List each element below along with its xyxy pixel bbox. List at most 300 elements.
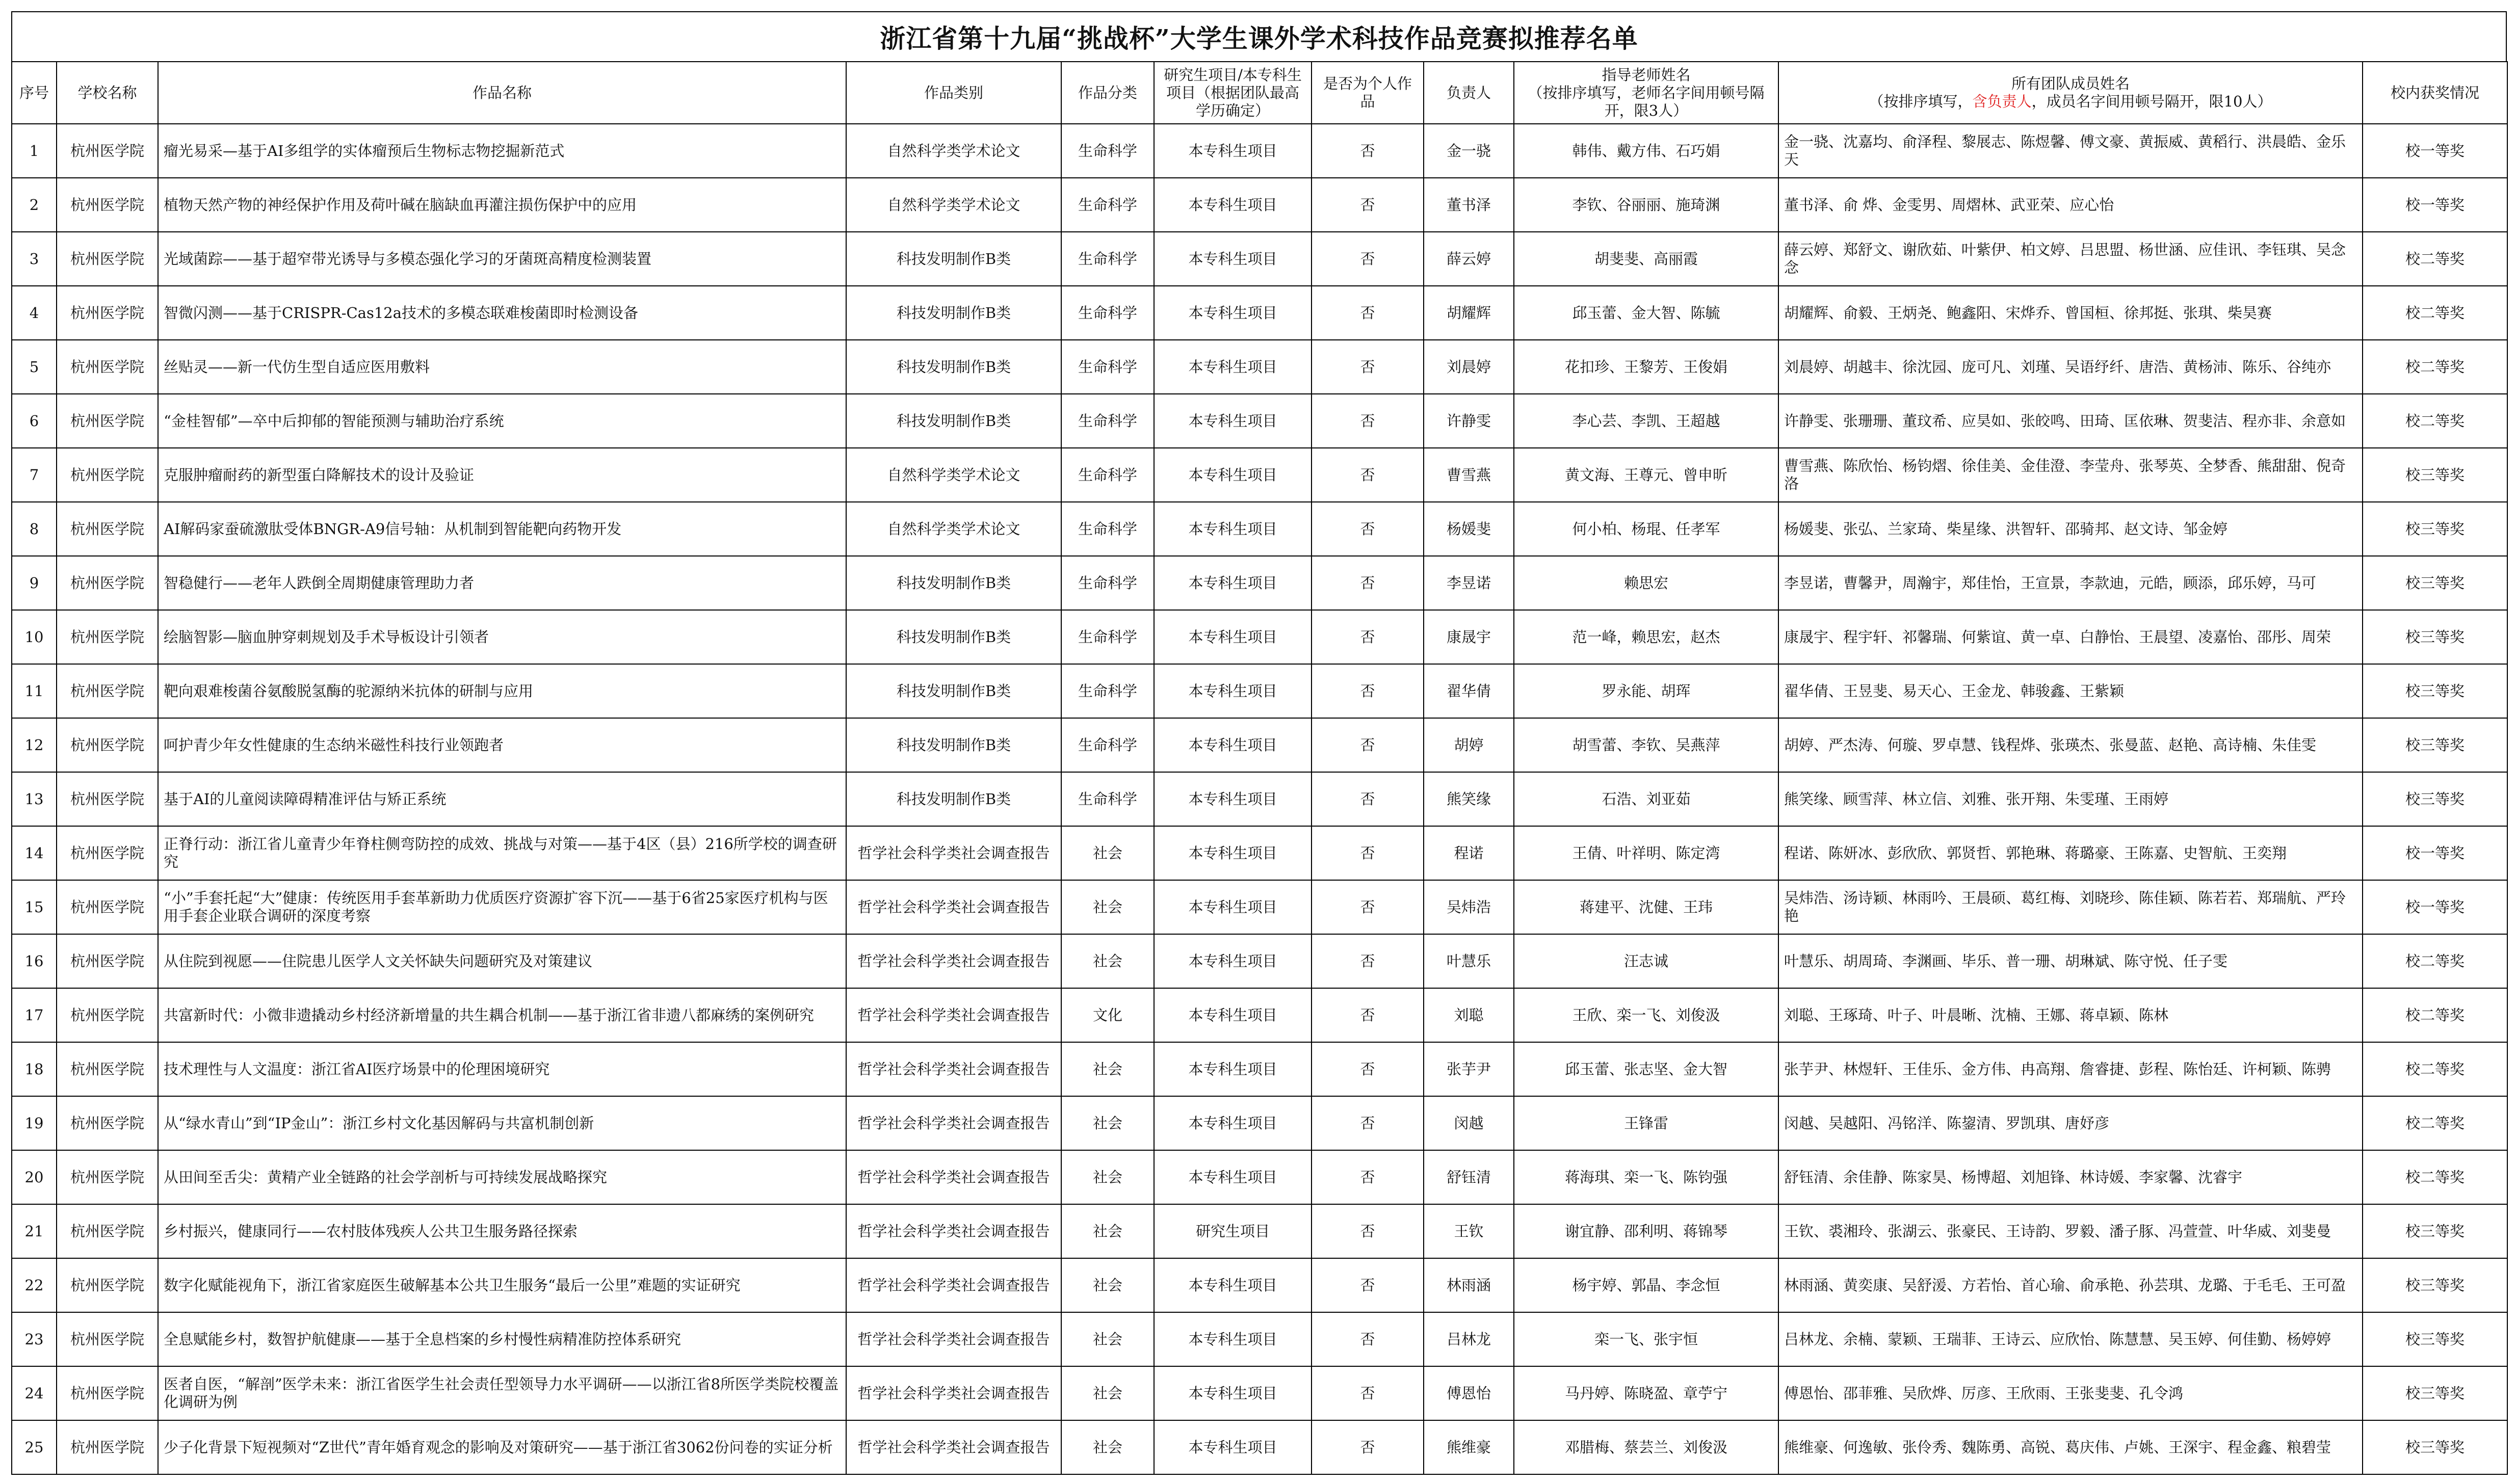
- header-members-note-before: （按排序填写，: [1869, 93, 1973, 110]
- cell-seq: 3: [12, 232, 57, 286]
- cell-individual: 否: [1312, 1204, 1424, 1258]
- cell-advisors: 邱玉蕾、张志坚、金大智: [1514, 1042, 1778, 1096]
- cell-members: 程诺、陈妍冰、彭欣欣、郭贤哲、郭艳琳、蒋璐豪、王陈嘉、史智航、王奕翔: [1778, 826, 2363, 880]
- cell-members: 薛云婷、郑舒文、谢欣茹、叶紫伊、柏文婷、吕思盟、杨世涵、应佳讯、李钰琪、吴念念: [1778, 232, 2363, 286]
- cell-category: 科技发明制作B类: [846, 664, 1061, 718]
- cell-advisors: 栾一飞、张宇恒: [1514, 1312, 1778, 1366]
- cell-individual: 否: [1312, 1042, 1424, 1096]
- cell-seq: 21: [12, 1204, 57, 1258]
- cell-category: 自然科学类学术论文: [846, 124, 1061, 178]
- cell-advisors: 罗永能、胡珲: [1514, 664, 1778, 718]
- cell-school: 杭州医学院: [57, 826, 158, 880]
- cell-advisors: 蒋海琪、栾一飞、陈钧强: [1514, 1150, 1778, 1204]
- cell-award: 校三等奖: [2363, 610, 2507, 664]
- cell-category: 科技发明制作B类: [846, 394, 1061, 448]
- cell-classification: 生命科学: [1061, 502, 1154, 556]
- cell-individual: 否: [1312, 124, 1424, 178]
- cell-individual: 否: [1312, 1366, 1424, 1420]
- recommendation-table: [11, 61, 2508, 1475]
- cell-individual: 否: [1312, 664, 1424, 718]
- cell-advisors: 赖思宏: [1514, 556, 1778, 610]
- cell-seq: 20: [12, 1150, 57, 1204]
- cell-seq: 6: [12, 394, 57, 448]
- cell-seq: 11: [12, 664, 57, 718]
- cell-seq: 25: [12, 1420, 57, 1474]
- cell-school: 杭州医学院: [57, 502, 158, 556]
- cell-school: 杭州医学院: [57, 1312, 158, 1366]
- cell-work: 从田间至舌尖：黄精产业全链路的社会学剖析与可持续发展战略探究: [158, 1150, 846, 1204]
- cell-work: 从“绿水青山”到“IP金山”：浙江乡村文化基因解码与共富机制创新: [158, 1096, 846, 1150]
- cell-members: 许静雯、张珊珊、董玟希、应昊如、张皎鸣、田琦、匡依琳、贺斐洁、程亦非、余意如: [1778, 394, 2363, 448]
- cell-award: 校二等奖: [2363, 1150, 2507, 1204]
- cell-seq: 7: [12, 448, 57, 502]
- cell-members: 吴炜浩、汤诗颖、林雨吟、王晨硕、葛红梅、刘晓珍、陈佳颖、陈若若、郑瑞航、严玲艳: [1778, 880, 2363, 934]
- cell-award: 校一等奖: [2363, 826, 2507, 880]
- cell-school: 杭州医学院: [57, 610, 158, 664]
- cell-classification: 社会: [1061, 1204, 1154, 1258]
- cell-project-type: 本专科生项目: [1154, 664, 1312, 718]
- cell-work: 瘤光易采—基于AI多组学的实体瘤预后生物标志物挖掘新范式: [158, 124, 846, 178]
- cell-work: 智稳健行——老年人跌倒全周期健康管理助力者: [158, 556, 846, 610]
- cell-project-type: 本专科生项目: [1154, 610, 1312, 664]
- cell-individual: 否: [1312, 880, 1424, 934]
- cell-individual: 否: [1312, 988, 1424, 1042]
- cell-members: 翟华倩、王昱斐、易天心、王金龙、韩骏鑫、王紫颖: [1778, 664, 2363, 718]
- cell-seq: 19: [12, 1096, 57, 1150]
- cell-work: 医者自医，“解剖”医学未来：浙江省医学生社会责任型领导力水平调研——以浙江省8所医学类院校覆盖化调研为例: [158, 1366, 846, 1420]
- table-row: [12, 826, 2507, 880]
- cell-project-type: 本专科生项目: [1154, 394, 1312, 448]
- cell-advisors: 黄文海、王尊元、曾申昕: [1514, 448, 1778, 502]
- cell-individual: 否: [1312, 1150, 1424, 1204]
- cell-category: 科技发明制作B类: [846, 340, 1061, 394]
- cell-members: 胡婷、严杰涛、何璇、罗卓慧、钱程烨、张瑛杰、张曼蓝、赵艳、高诗楠、朱佳雯: [1778, 718, 2363, 772]
- cell-seq: 22: [12, 1258, 57, 1312]
- cell-category: 哲学社会科学类社会调查报告: [846, 880, 1061, 934]
- cell-category: 科技发明制作B类: [846, 610, 1061, 664]
- cell-leader: 闵越: [1424, 1096, 1514, 1150]
- table-row: [12, 556, 2507, 610]
- cell-project-type: 本专科生项目: [1154, 502, 1312, 556]
- cell-work: 技术理性与人文温度：浙江省AI医疗场景中的伦理困境研究: [158, 1042, 846, 1096]
- cell-advisors: 杨宇婷、郭晶、李念恒: [1514, 1258, 1778, 1312]
- cell-advisors: 邱玉蕾、金大智、陈毓: [1514, 286, 1778, 340]
- cell-school: 杭州医学院: [57, 880, 158, 934]
- cell-award: 校三等奖: [2363, 556, 2507, 610]
- cell-advisors: 李心芸、李凯、王超越: [1514, 394, 1778, 448]
- cell-advisors: 邓腊梅、蔡芸兰、刘俊汲: [1514, 1420, 1778, 1474]
- cell-work: 从住院到视愿——住院患儿医学人文关怀缺失问题研究及对策建议: [158, 934, 846, 988]
- cell-individual: 否: [1312, 340, 1424, 394]
- cell-classification: 社会: [1061, 1420, 1154, 1474]
- cell-project-type: 本专科生项目: [1154, 1096, 1312, 1150]
- table-row: [12, 1204, 2507, 1258]
- cell-award: 校三等奖: [2363, 1420, 2507, 1474]
- cell-members: 吕林龙、余楠、蒙颖、王瑞菲、王诗云、应欣怡、陈慧慧、吴玉婷、何佳勤、杨婷婷: [1778, 1312, 2363, 1366]
- cell-leader: 舒钰清: [1424, 1150, 1514, 1204]
- cell-leader: 程诺: [1424, 826, 1514, 880]
- cell-seq: 8: [12, 502, 57, 556]
- cell-category: 科技发明制作B类: [846, 718, 1061, 772]
- cell-leader: 林雨涵: [1424, 1258, 1514, 1312]
- cell-individual: 否: [1312, 394, 1424, 448]
- cell-seq: 1: [12, 124, 57, 178]
- cell-seq: 12: [12, 718, 57, 772]
- cell-work: 靶向艰难梭菌谷氨酸脱氢酶的驼源纳米抗体的研制与应用: [158, 664, 846, 718]
- cell-individual: 否: [1312, 286, 1424, 340]
- cell-award: 校二等奖: [2363, 340, 2507, 394]
- header-advisors: [1514, 62, 1778, 124]
- table-body: [12, 124, 2507, 1474]
- table-row: [12, 664, 2507, 718]
- cell-school: 杭州医学院: [57, 448, 158, 502]
- cell-classification: 社会: [1061, 826, 1154, 880]
- cell-individual: 否: [1312, 178, 1424, 232]
- cell-members: 李昱诺，曹馨尹，周瀚宇，郑佳怡，王宣景，李款迪，元皓，顾添，邱乐婷，马可: [1778, 556, 2363, 610]
- cell-classification: 生命科学: [1061, 718, 1154, 772]
- cell-work: 智微闪测——基于CRISPR-Cas12a技术的多模态联难梭菌即时检测设备: [158, 286, 846, 340]
- cell-category: 科技发明制作B类: [846, 232, 1061, 286]
- cell-classification: 生命科学: [1061, 178, 1154, 232]
- cell-school: 杭州医学院: [57, 1420, 158, 1474]
- cell-individual: 否: [1312, 448, 1424, 502]
- cell-classification: 社会: [1061, 880, 1154, 934]
- cell-category: 科技发明制作B类: [846, 772, 1061, 826]
- cell-seq: 23: [12, 1312, 57, 1366]
- header-row: [12, 62, 2507, 124]
- cell-project-type: 本专科生项目: [1154, 556, 1312, 610]
- cell-individual: 否: [1312, 502, 1424, 556]
- cell-school: 杭州医学院: [57, 772, 158, 826]
- cell-project-type: 本专科生项目: [1154, 718, 1312, 772]
- cell-classification: 生命科学: [1061, 772, 1154, 826]
- cell-school: 杭州医学院: [57, 988, 158, 1042]
- cell-work: 数字化赋能视角下，浙江省家庭医生破解基本公共卫生服务“最后一公里”难题的实证研究: [158, 1258, 846, 1312]
- cell-award: 校二等奖: [2363, 1042, 2507, 1096]
- cell-leader: 刘聪: [1424, 988, 1514, 1042]
- sheet-title: 浙江省第十九届“挑战杯”大学生课外学术科技作品竞赛拟推荐名单: [11, 11, 2507, 61]
- cell-classification: 社会: [1061, 1096, 1154, 1150]
- cell-work: 呵护青少年女性健康的生态纳米磁性科技行业领跑者: [158, 718, 846, 772]
- table-row: [12, 772, 2507, 826]
- table-row: [12, 286, 2507, 340]
- cell-advisors: 韩伟、戴方伟、石巧娟: [1514, 124, 1778, 178]
- cell-award: 校一等奖: [2363, 880, 2507, 934]
- table-row: [12, 178, 2507, 232]
- cell-individual: 否: [1312, 1312, 1424, 1366]
- cell-classification: 社会: [1061, 1150, 1154, 1204]
- cell-individual: 否: [1312, 610, 1424, 664]
- cell-project-type: 本专科生项目: [1154, 1150, 1312, 1204]
- header-members: [1778, 62, 2363, 124]
- cell-school: 杭州医学院: [57, 286, 158, 340]
- cell-category: 科技发明制作B类: [846, 286, 1061, 340]
- cell-classification: 社会: [1061, 1042, 1154, 1096]
- cell-leader: 张芋尹: [1424, 1042, 1514, 1096]
- cell-category: 自然科学类学术论文: [846, 502, 1061, 556]
- cell-seq: 9: [12, 556, 57, 610]
- cell-classification: 社会: [1061, 1258, 1154, 1312]
- cell-seq: 14: [12, 826, 57, 880]
- cell-members: 董书泽、俞 烨、金雯男、周熠林、武亚荣、应心怡: [1778, 178, 2363, 232]
- cell-category: 哲学社会科学类社会调查报告: [846, 1150, 1061, 1204]
- cell-leader: 熊笑缘: [1424, 772, 1514, 826]
- cell-award: 校三等奖: [2363, 1366, 2507, 1420]
- cell-individual: 否: [1312, 1258, 1424, 1312]
- cell-category: 哲学社会科学类社会调查报告: [846, 1096, 1061, 1150]
- cell-leader: 康晟宇: [1424, 610, 1514, 664]
- header-classification: 作品分类: [1061, 62, 1154, 124]
- cell-award: 校一等奖: [2363, 178, 2507, 232]
- table-row: [12, 1420, 2507, 1474]
- table-row: [12, 610, 2507, 664]
- cell-advisors: 何小柏、杨琨、任孝军: [1514, 502, 1778, 556]
- cell-category: 哲学社会科学类社会调查报告: [846, 1420, 1061, 1474]
- cell-project-type: 本专科生项目: [1154, 1366, 1312, 1420]
- cell-leader: 吕林龙: [1424, 1312, 1514, 1366]
- cell-category: 哲学社会科学类社会调查报告: [846, 1366, 1061, 1420]
- cell-seq: 16: [12, 934, 57, 988]
- cell-seq: 10: [12, 610, 57, 664]
- cell-school: 杭州医学院: [57, 340, 158, 394]
- cell-project-type: 本专科生项目: [1154, 880, 1312, 934]
- cell-seq: 5: [12, 340, 57, 394]
- cell-classification: 社会: [1061, 934, 1154, 988]
- cell-individual: 否: [1312, 1420, 1424, 1474]
- cell-advisors: 汪志诚: [1514, 934, 1778, 988]
- header-seq: 序号: [12, 62, 57, 124]
- cell-project-type: 本专科生项目: [1154, 826, 1312, 880]
- cell-leader: 杨媛斐: [1424, 502, 1514, 556]
- cell-project-type: 本专科生项目: [1154, 1420, 1312, 1474]
- cell-members: 胡耀辉、俞毅、王炳尧、鲍鑫阳、宋烨乔、曾国桓、徐邦挺、张琪、柴昊赛: [1778, 286, 2363, 340]
- cell-members: 林雨涵、黄奕康、吴舒湲、方若怡、首心瑜、俞承艳、孙芸琪、龙璐、于毛毛、王可盈: [1778, 1258, 2363, 1312]
- cell-category: 科技发明制作B类: [846, 556, 1061, 610]
- cell-school: 杭州医学院: [57, 1096, 158, 1150]
- cell-classification: 生命科学: [1061, 448, 1154, 502]
- cell-work: 共富新时代：小微非遗撬动乡村经济新增量的共生耦合机制——基于浙江省非遗八都麻绣的案例研究: [158, 988, 846, 1042]
- header-award: 校内获奖情况: [2363, 62, 2507, 124]
- cell-leader: 王钦: [1424, 1204, 1514, 1258]
- cell-work: 少子化背景下短视频对“Z世代”青年婚育观念的影响及对策研究——基于浙江省3062份问卷的实证分析: [158, 1420, 846, 1474]
- table-row: [12, 988, 2507, 1042]
- cell-advisors: 马丹婷、陈晓盈、章苧宁: [1514, 1366, 1778, 1420]
- cell-award: 校三等奖: [2363, 448, 2507, 502]
- cell-school: 杭州医学院: [57, 178, 158, 232]
- cell-school: 杭州医学院: [57, 1204, 158, 1258]
- cell-school: 杭州医学院: [57, 1042, 158, 1096]
- cell-project-type: 本专科生项目: [1154, 1312, 1312, 1366]
- cell-seq: 24: [12, 1366, 57, 1420]
- table-row: [12, 1366, 2507, 1420]
- cell-leader: 胡耀辉: [1424, 286, 1514, 340]
- cell-advisors: 王倩、叶祥明、陈定湾: [1514, 826, 1778, 880]
- cell-category: 哲学社会科学类社会调查报告: [846, 1204, 1061, 1258]
- cell-project-type: 研究生项目: [1154, 1204, 1312, 1258]
- cell-award: 校二等奖: [2363, 988, 2507, 1042]
- cell-members: 舒钰清、余佳静、陈家昊、杨博超、刘旭锋、林诗媛、李家馨、沈睿宇: [1778, 1150, 2363, 1204]
- cell-leader: 许静雯: [1424, 394, 1514, 448]
- cell-school: 杭州医学院: [57, 1258, 158, 1312]
- cell-school: 杭州医学院: [57, 718, 158, 772]
- cell-classification: 生命科学: [1061, 664, 1154, 718]
- cell-work: “金桂智郁”—卒中后抑郁的智能预测与辅助治疗系统: [158, 394, 846, 448]
- cell-members: 王钦、裘湘玲、张湖云、张豪民、王诗韵、罗毅、潘子豚、冯萱萱、叶华威、刘斐曼: [1778, 1204, 2363, 1258]
- cell-school: 杭州医学院: [57, 556, 158, 610]
- cell-members: 熊维豪、何逸敏、张伶秀、魏陈勇、高锐、葛庆伟、卢姚、王深宇、程金鑫、粮碧莹: [1778, 1420, 2363, 1474]
- cell-award: 校二等奖: [2363, 394, 2507, 448]
- cell-seq: 15: [12, 880, 57, 934]
- cell-category: 哲学社会科学类社会调查报告: [846, 1312, 1061, 1366]
- cell-project-type: 本专科生项目: [1154, 772, 1312, 826]
- cell-leader: 董书泽: [1424, 178, 1514, 232]
- table-row: [12, 232, 2507, 286]
- cell-individual: 否: [1312, 934, 1424, 988]
- cell-classification: 生命科学: [1061, 232, 1154, 286]
- cell-members: 康晟宇、程宇轩、祁馨瑞、何紫谊、黄一卓、白静怡、王晨望、凌嘉怡、邵彤、周荣: [1778, 610, 2363, 664]
- header-school: 学校名称: [57, 62, 158, 124]
- cell-individual: 否: [1312, 718, 1424, 772]
- cell-members: 曹雪燕、陈欣怡、杨钧熠、徐佳美、金佳澄、李莹舟、张琴英、全梦香、熊甜甜、倪奇洛: [1778, 448, 2363, 502]
- cell-category: 哲学社会科学类社会调查报告: [846, 1258, 1061, 1312]
- cell-school: 杭州医学院: [57, 1150, 158, 1204]
- cell-classification: 生命科学: [1061, 286, 1154, 340]
- cell-leader: 翟华倩: [1424, 664, 1514, 718]
- cell-leader: 曹雪燕: [1424, 448, 1514, 502]
- table-row: [12, 718, 2507, 772]
- cell-advisors: 王锋雷: [1514, 1096, 1778, 1150]
- table-row: [12, 880, 2507, 934]
- cell-award: 校三等奖: [2363, 1312, 2507, 1366]
- header-leader: 负责人: [1424, 62, 1514, 124]
- cell-leader: 胡婷: [1424, 718, 1514, 772]
- cell-members: 熊笑缘、顾雪萍、林立信、刘雅、张开翔、朱雯瑾、王雨婷: [1778, 772, 2363, 826]
- cell-work: “小”手套托起“大”健康：传统医用手套革新助力优质医疗资源扩容下沉——基于6省25家医疗机构与医用手套企业联合调研的深度考察: [158, 880, 846, 934]
- cell-leader: 傅恩怡: [1424, 1366, 1514, 1420]
- header-project-type: 研究生项目/本专科生项目（根据团队最高学历确定）: [1154, 62, 1312, 124]
- cell-classification: 社会: [1061, 1312, 1154, 1366]
- cell-members: 叶慧乐、胡周琦、李渊画、毕乐、普一珊、胡琳斌、陈守悦、任子雯: [1778, 934, 2363, 988]
- cell-individual: 否: [1312, 232, 1424, 286]
- table-row: [12, 934, 2507, 988]
- cell-award: 校三等奖: [2363, 1258, 2507, 1312]
- cell-members: 刘聪、王琢琦、叶子、叶晨晰、沈楠、王娜、蒋卓颖、陈林: [1778, 988, 2363, 1042]
- cell-school: 杭州医学院: [57, 124, 158, 178]
- cell-award: 校三等奖: [2363, 1204, 2507, 1258]
- table-row: [12, 502, 2507, 556]
- cell-members: 闵越、吴越阳、冯铭洋、陈鋆清、罗凯琪、唐妤彦: [1778, 1096, 2363, 1150]
- cell-work: AI解码家蚕硫激肽受体BNGR-A9信号轴：从机制到智能靶向药物开发: [158, 502, 846, 556]
- header-members-note-after: ，成员名字间用顿号隔开，限10人）: [2031, 93, 2272, 110]
- cell-project-type: 本专科生项目: [1154, 124, 1312, 178]
- cell-advisors: 胡雪蕾、李钦、吴燕萍: [1514, 718, 1778, 772]
- cell-leader: 金一骁: [1424, 124, 1514, 178]
- table-row: [12, 340, 2507, 394]
- cell-project-type: 本专科生项目: [1154, 448, 1312, 502]
- recommendation-sheet: [11, 11, 2507, 1475]
- header-members-note-red: 含负责人: [1972, 93, 2032, 110]
- cell-members: 张芋尹、林煜轩、王佳乐、金方伟、冉高翔、詹睿捷、彭程、陈怡廷、许柯颖、陈骋: [1778, 1042, 2363, 1096]
- cell-classification: 生命科学: [1061, 394, 1154, 448]
- cell-award: 校三等奖: [2363, 718, 2507, 772]
- cell-category: 自然科学类学术论文: [846, 448, 1061, 502]
- cell-school: 杭州医学院: [57, 1366, 158, 1420]
- header-advisors-title: 指导老师姓名: [1602, 66, 1691, 84]
- cell-award: 校三等奖: [2363, 664, 2507, 718]
- header-members-title: 所有团队成员姓名: [2011, 75, 2130, 92]
- header-category: 作品类别: [846, 62, 1061, 124]
- cell-seq: 2: [12, 178, 57, 232]
- cell-classification: 社会: [1061, 1366, 1154, 1420]
- cell-seq: 18: [12, 1042, 57, 1096]
- cell-work: 丝贴灵——新一代仿生型自适应医用敷料: [158, 340, 846, 394]
- table-row: [12, 124, 2507, 178]
- cell-work: 光域菌踪——基于超窄带光诱导与多模态强化学习的牙菌斑高精度检测装置: [158, 232, 846, 286]
- cell-project-type: 本专科生项目: [1154, 286, 1312, 340]
- header-individual: 是否为个人作品: [1312, 62, 1424, 124]
- cell-advisors: 王欣、栾一飞、刘俊汲: [1514, 988, 1778, 1042]
- cell-project-type: 本专科生项目: [1154, 340, 1312, 394]
- cell-advisors: 石浩、刘亚茹: [1514, 772, 1778, 826]
- cell-work: 正脊行动：浙江省儿童青少年脊柱侧弯防控的成效、挑战与对策——基于4区（县）216所学校的调查研究: [158, 826, 846, 880]
- cell-advisors: 胡斐斐、高丽霞: [1514, 232, 1778, 286]
- cell-advisors: 花扣珍、王黎芳、王俊娟: [1514, 340, 1778, 394]
- cell-advisors: 蒋建平、沈健、王玮: [1514, 880, 1778, 934]
- cell-award: 校三等奖: [2363, 502, 2507, 556]
- cell-advisors: 谢宜静、邵利明、蒋锦琴: [1514, 1204, 1778, 1258]
- cell-project-type: 本专科生项目: [1154, 1042, 1312, 1096]
- cell-award: 校二等奖: [2363, 232, 2507, 286]
- cell-work: 克服肿瘤耐药的新型蛋白降解技术的设计及验证: [158, 448, 846, 502]
- cell-award: 校三等奖: [2363, 772, 2507, 826]
- cell-category: 哲学社会科学类社会调查报告: [846, 934, 1061, 988]
- cell-work: 全息赋能乡村，数智护航健康——基于全息档案的乡村慢性病精准防控体系研究: [158, 1312, 846, 1366]
- cell-seq: 13: [12, 772, 57, 826]
- cell-individual: 否: [1312, 1096, 1424, 1150]
- cell-classification: 生命科学: [1061, 124, 1154, 178]
- cell-individual: 否: [1312, 772, 1424, 826]
- cell-school: 杭州医学院: [57, 394, 158, 448]
- cell-seq: 4: [12, 286, 57, 340]
- table-row: [12, 448, 2507, 502]
- cell-advisors: 范一峰，赖思宏，赵杰: [1514, 610, 1778, 664]
- cell-classification: 生命科学: [1061, 556, 1154, 610]
- cell-school: 杭州医学院: [57, 232, 158, 286]
- cell-individual: 否: [1312, 556, 1424, 610]
- cell-school: 杭州医学院: [57, 934, 158, 988]
- cell-project-type: 本专科生项目: [1154, 988, 1312, 1042]
- cell-award: 校二等奖: [2363, 934, 2507, 988]
- cell-work: 乡村振兴，健康同行——农村肢体残疾人公共卫生服务路径探索: [158, 1204, 846, 1258]
- cell-individual: 否: [1312, 826, 1424, 880]
- cell-work: 绘脑智影—脑血肿穿刺规划及手术导板设计引领者: [158, 610, 846, 664]
- cell-project-type: 本专科生项目: [1154, 934, 1312, 988]
- cell-leader: 叶慧乐: [1424, 934, 1514, 988]
- cell-leader: 李昱诺: [1424, 556, 1514, 610]
- table-row: [12, 1312, 2507, 1366]
- cell-school: 杭州医学院: [57, 664, 158, 718]
- cell-project-type: 本专科生项目: [1154, 232, 1312, 286]
- cell-classification: 生命科学: [1061, 610, 1154, 664]
- cell-classification: 文化: [1061, 988, 1154, 1042]
- cell-members: 刘晨婷、胡越丰、徐沈园、庞可凡、刘瑾、吴语纾纤、唐浩、黄杨沛、陈乐、谷纯亦: [1778, 340, 2363, 394]
- header-advisors-note: （按排序填写，老师名字间用顿号隔开，限3人）: [1528, 84, 1765, 119]
- table-row: [12, 1258, 2507, 1312]
- cell-category: 哲学社会科学类社会调查报告: [846, 826, 1061, 880]
- table-row: [12, 1042, 2507, 1096]
- cell-award: 校二等奖: [2363, 286, 2507, 340]
- cell-members: 傅恩怡、邵菲雅、吴欣烨、厉彦、王欣雨、王张斐斐、孔令鸿: [1778, 1366, 2363, 1420]
